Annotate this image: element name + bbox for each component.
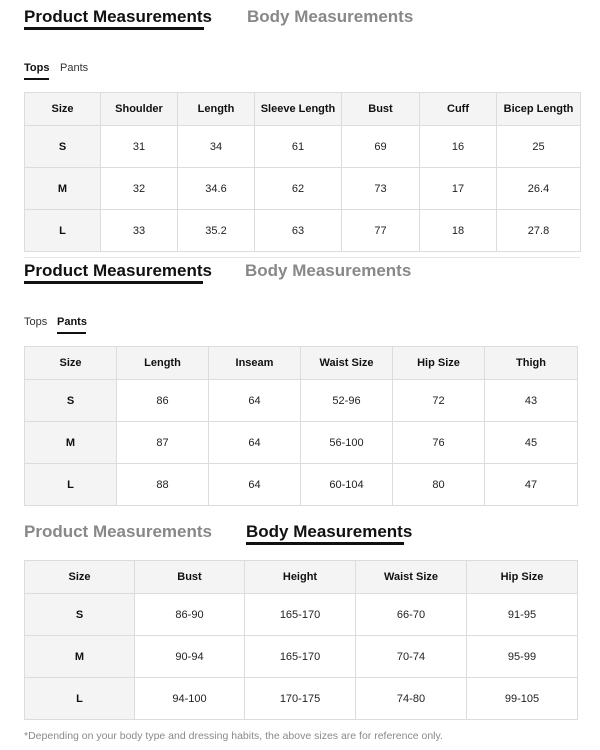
column-header: Hip Size [393,347,485,380]
active-tab-underline [24,27,204,30]
tab-product-measurements[interactable]: Product Measurements [24,522,212,541]
tab-body-measurements[interactable]: Body Measurements [245,261,412,280]
section-divider [24,257,580,258]
column-header: Waist Size [301,347,393,380]
table-cell: 17 [420,168,497,210]
column-header: Size [25,347,117,380]
size-cell: S [25,126,101,168]
active-tab-underline [24,281,203,284]
column-header: Inseam [209,347,301,380]
table-cell: 94-100 [135,678,245,720]
table-cell: 73 [342,168,420,210]
table-cell: 88 [117,464,209,506]
tab-body-measurements[interactable]: Body Measurements [246,522,413,541]
table-cell: 45 [485,422,578,464]
table-cell: 52-96 [301,380,393,422]
pants-size-table [24,346,578,506]
table-cell: 47 [485,464,578,506]
table-cell: 90-94 [135,636,245,678]
table-cell: 165-170 [245,594,356,636]
table-row [25,380,578,422]
table-cell: 86-90 [135,594,245,636]
size-cell: M [25,168,101,210]
size-cell: S [25,380,117,422]
table-cell: 34.6 [178,168,255,210]
tab-product-measurements[interactable]: Product Measurements [24,7,212,26]
table-cell: 165-170 [245,636,356,678]
table-cell: 32 [101,168,178,210]
table-row [25,168,581,210]
column-header: Size [25,561,135,594]
table-cell: 64 [209,380,301,422]
column-header: Size [25,93,101,126]
table-cell: 60-104 [301,464,393,506]
subtab-pants[interactable]: Pants [57,316,87,328]
table-header-row [25,561,578,594]
column-header: Shoulder [101,93,178,126]
table-cell: 33 [101,210,178,252]
subtab-underline [57,332,86,334]
table-cell: 34 [178,126,255,168]
size-cell: S [25,594,135,636]
tops-size-table [24,92,581,252]
column-header: Waist Size [356,561,467,594]
tab-body-measurements[interactable]: Body Measurements [247,7,414,26]
table-row [25,678,578,720]
column-header: Length [178,93,255,126]
table-row [25,464,578,506]
size-cell: L [25,678,135,720]
size-cell: M [25,636,135,678]
table-row [25,636,578,678]
table-cell: 69 [342,126,420,168]
size-cell: M [25,422,117,464]
size-cell: L [25,464,117,506]
table-cell: 70-74 [356,636,467,678]
table-cell: 76 [393,422,485,464]
table-cell: 95-99 [467,636,578,678]
size-disclaimer-note: *Depending on your body type and dressing habits, the above sizes are for reference only. [24,730,443,742]
table-row [25,126,581,168]
active-tab-underline [246,542,404,545]
table-cell: 25 [497,126,581,168]
table-cell: 80 [393,464,485,506]
subtab-pants[interactable]: Pants [60,62,89,74]
table-cell: 91-95 [467,594,578,636]
column-header: Thigh [485,347,578,380]
table-row [25,594,578,636]
table-cell: 62 [255,168,342,210]
size-cell: L [25,210,101,252]
column-header: Cuff [420,93,497,126]
column-header: Bust [135,561,245,594]
table-cell: 61 [255,126,342,168]
subtab-tops[interactable]: Tops [24,316,48,328]
table-cell: 26.4 [497,168,581,210]
table-cell: 87 [117,422,209,464]
table-cell: 43 [485,380,578,422]
body-size-table [24,560,578,720]
table-cell: 99-105 [467,678,578,720]
table-cell: 56-100 [301,422,393,464]
table-cell: 170-175 [245,678,356,720]
column-header: Hip Size [467,561,578,594]
table-cell: 74-80 [356,678,467,720]
table-header-row [25,93,581,126]
table-cell: 35.2 [178,210,255,252]
table-cell: 31 [101,126,178,168]
table-cell: 64 [209,422,301,464]
table-cell: 64 [209,464,301,506]
subtab-underline [24,78,49,80]
table-row [25,422,578,464]
table-cell: 27.8 [497,210,581,252]
table-cell: 18 [420,210,497,252]
table-cell: 63 [255,210,342,252]
column-header: Bicep Length [497,93,581,126]
column-header: Bust [342,93,420,126]
column-header: Height [245,561,356,594]
column-header: Sleeve Length [255,93,342,126]
table-row [25,210,581,252]
tab-product-measurements[interactable]: Product Measurements [24,261,212,280]
subtab-tops[interactable]: Tops [24,62,50,74]
column-header: Length [117,347,209,380]
table-cell: 66-70 [356,594,467,636]
table-cell: 77 [342,210,420,252]
table-cell: 86 [117,380,209,422]
table-cell: 16 [420,126,497,168]
table-header-row [25,347,578,380]
table-cell: 72 [393,380,485,422]
